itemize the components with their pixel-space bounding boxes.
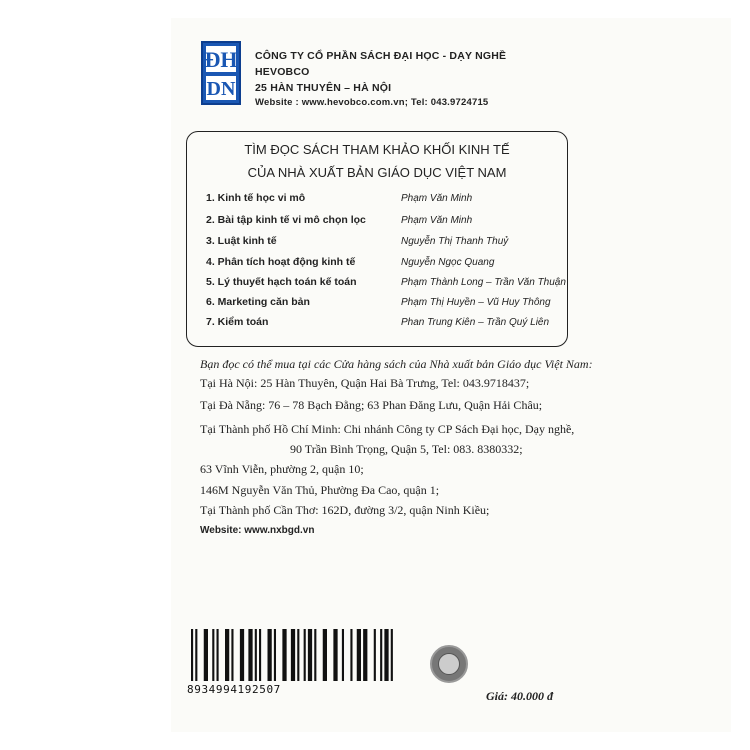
barcode-bar xyxy=(342,629,344,681)
list-item xyxy=(206,214,556,230)
barcode-bar xyxy=(357,629,361,681)
svg-text:ĐH: ĐH xyxy=(204,47,238,72)
publisher-brand: HEVOBCO xyxy=(255,66,310,78)
barcode-bar xyxy=(384,629,388,681)
barcode-bar xyxy=(248,629,252,681)
book-title: 2. Bài tập kinh tế vi mô chọn lọc xyxy=(206,214,366,226)
barcode-bar xyxy=(255,629,257,681)
book-back-cover xyxy=(171,18,731,732)
book-author: Phạm Văn Minh xyxy=(401,215,473,226)
barcode-bar xyxy=(297,629,299,681)
barcode-bar xyxy=(304,629,306,681)
book-author: Nguyễn Thị Thanh Thuỷ xyxy=(401,236,509,247)
barcode-bar xyxy=(217,629,219,681)
barcode-bar xyxy=(259,629,261,681)
featured-subheading: CỦA NHÀ XUẤT BẢN GIÁO DỤC VIỆT NAM xyxy=(247,165,507,180)
book-title: 1. Kinh tế học vi mô xyxy=(206,192,306,204)
book-title: 5. Lý thuyết hạch toán kế toán xyxy=(206,276,357,288)
barcode-bar xyxy=(374,629,376,681)
hologram-seal-icon xyxy=(430,645,468,683)
barcode-bar xyxy=(323,629,327,681)
barcode-bar xyxy=(282,629,286,681)
barcode-bar xyxy=(314,629,316,681)
store-hcm-line-2: 90 Trần Bình Trọng, Quận 5, Tel: 083. 8380332; xyxy=(290,442,523,456)
book-author: Phạm Văn Minh xyxy=(401,193,473,204)
store-hcm-line-4: 146M Nguyễn Văn Thủ, Phường Đa Cao, quận 1; xyxy=(200,483,440,497)
list-item xyxy=(206,316,556,332)
barcode-bar xyxy=(391,629,393,681)
book-title: 3. Luật kinh tế xyxy=(206,235,277,247)
barcode-bar xyxy=(274,629,276,681)
store-cantho: Tại Thành phố Cần Thơ: 162D, đường 3/2, quận Ninh Kiều; xyxy=(200,503,490,517)
store-hcm-line-1: Tại Thành phố Hồ Chí Minh: Chi nhánh Công ty CP Sách Đại học, Dạy nghề, xyxy=(200,422,575,436)
barcode-bar xyxy=(240,629,244,681)
barcode-bar xyxy=(204,629,208,681)
svg-text:DN: DN xyxy=(206,78,236,100)
barcode-bar xyxy=(231,629,233,681)
book-title: 7. Kiểm toán xyxy=(206,316,269,328)
barcode-bar xyxy=(350,629,352,681)
barcode-bar xyxy=(191,629,193,681)
barcode xyxy=(187,629,399,681)
price: Giá: 40.000 đ xyxy=(486,689,553,703)
barcode-bar xyxy=(380,629,382,681)
list-item xyxy=(206,276,566,292)
store-danang: Tại Đà Nẵng: 76 – 78 Bạch Đằng; 63 Phan Đăng Lưu, Quận Hải Châu; xyxy=(200,398,543,412)
book-title: 4. Phân tích hoạt động kinh tế xyxy=(206,256,356,268)
barcode-bar xyxy=(212,629,214,681)
publisher-address: 25 HÀN THUYÊN – HÀ NỘI xyxy=(255,82,392,94)
store-hcm-line-3: 63 Vĩnh Viễn, phường 2, quận 10; xyxy=(200,462,364,476)
store-hanoi: Tại Hà Nội: 25 Hàn Thuyên, Quận Hai Bà Trưng, Tel: 043.9718437; xyxy=(200,376,530,390)
publisher-company: CÔNG TY CỔ PHẦN SÁCH ĐẠI HỌC - DẠY NGHỀ xyxy=(255,50,507,62)
list-item xyxy=(206,256,556,272)
list-item xyxy=(206,235,556,251)
book-author: Phan Trung Kiên – Trần Quý Liên xyxy=(401,317,550,328)
featured-heading: TÌM ĐỌC SÁCH THAM KHẢO KHỐI KINH TẾ xyxy=(244,142,510,157)
barcode-bar xyxy=(225,629,229,681)
hevobco-logo-icon xyxy=(201,41,241,105)
list-item xyxy=(206,296,556,312)
book-title: 6. Marketing căn bản xyxy=(206,296,310,308)
barcode-bar xyxy=(195,629,197,681)
barcode-bar xyxy=(268,629,272,681)
barcode-bar xyxy=(308,629,312,681)
book-author: Phạm Thành Long – Trần Văn Thuận xyxy=(401,277,566,288)
book-author: Nguyễn Ngọc Quang xyxy=(401,257,495,268)
list-item xyxy=(206,192,556,208)
barcode-bar xyxy=(363,629,367,681)
book-author: Phạm Thị Huyền – Vũ Huy Thông xyxy=(401,297,551,308)
barcode-number: 8934994192507 xyxy=(187,683,281,696)
publisher-website: Website : www.hevobco.com.vn; Tel: 043.9724715 xyxy=(255,97,489,108)
store-website: Website: www.nxbgd.vn xyxy=(200,525,315,536)
barcode-bar xyxy=(333,629,337,681)
stores-intro: Bạn đọc có thể mua tại các Cửa hàng sách của Nhà xuất bản Giáo dục Việt Nam: xyxy=(200,357,593,371)
barcode-bar xyxy=(291,629,295,681)
